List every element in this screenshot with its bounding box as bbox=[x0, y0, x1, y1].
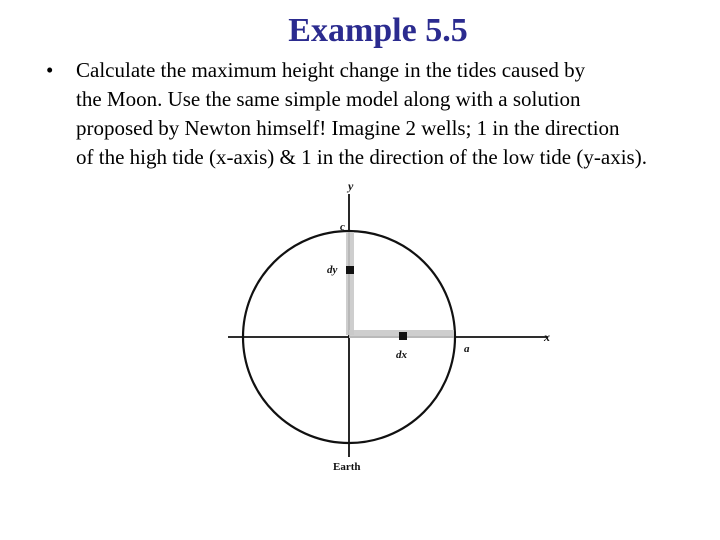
y-axis-label: y bbox=[348, 179, 354, 193]
earth-label: Earth bbox=[333, 461, 361, 473]
bullet-dot-icon: • bbox=[46, 58, 54, 82]
slide-title: Example 5.5 bbox=[288, 12, 468, 49]
a-label: a bbox=[464, 343, 470, 355]
bullet-line-3: proposed by Newton himself! Imagine 2 wells; 1 in the direction bbox=[76, 116, 620, 140]
y-well bbox=[346, 232, 354, 335]
bullet-text bbox=[76, 56, 698, 172]
tide-wells-diagram bbox=[228, 172, 568, 482]
dy-label: dy bbox=[327, 264, 338, 276]
bullet-line-2: the Moon. Use the same simple model along with a solution bbox=[76, 87, 581, 111]
bullet-point bbox=[48, 56, 698, 172]
dx-element bbox=[399, 332, 407, 340]
bullet-line-1: Calculate the maximum height change in the tides caused by bbox=[76, 58, 586, 82]
c-label: c bbox=[340, 221, 345, 233]
dx-label: dx bbox=[396, 349, 407, 361]
dy-element bbox=[346, 266, 354, 274]
x-axis-label: x bbox=[544, 330, 550, 344]
bullet-line-4: of the high tide (x-axis) & 1 in the direction of the low tide (y-axis). bbox=[76, 145, 647, 169]
